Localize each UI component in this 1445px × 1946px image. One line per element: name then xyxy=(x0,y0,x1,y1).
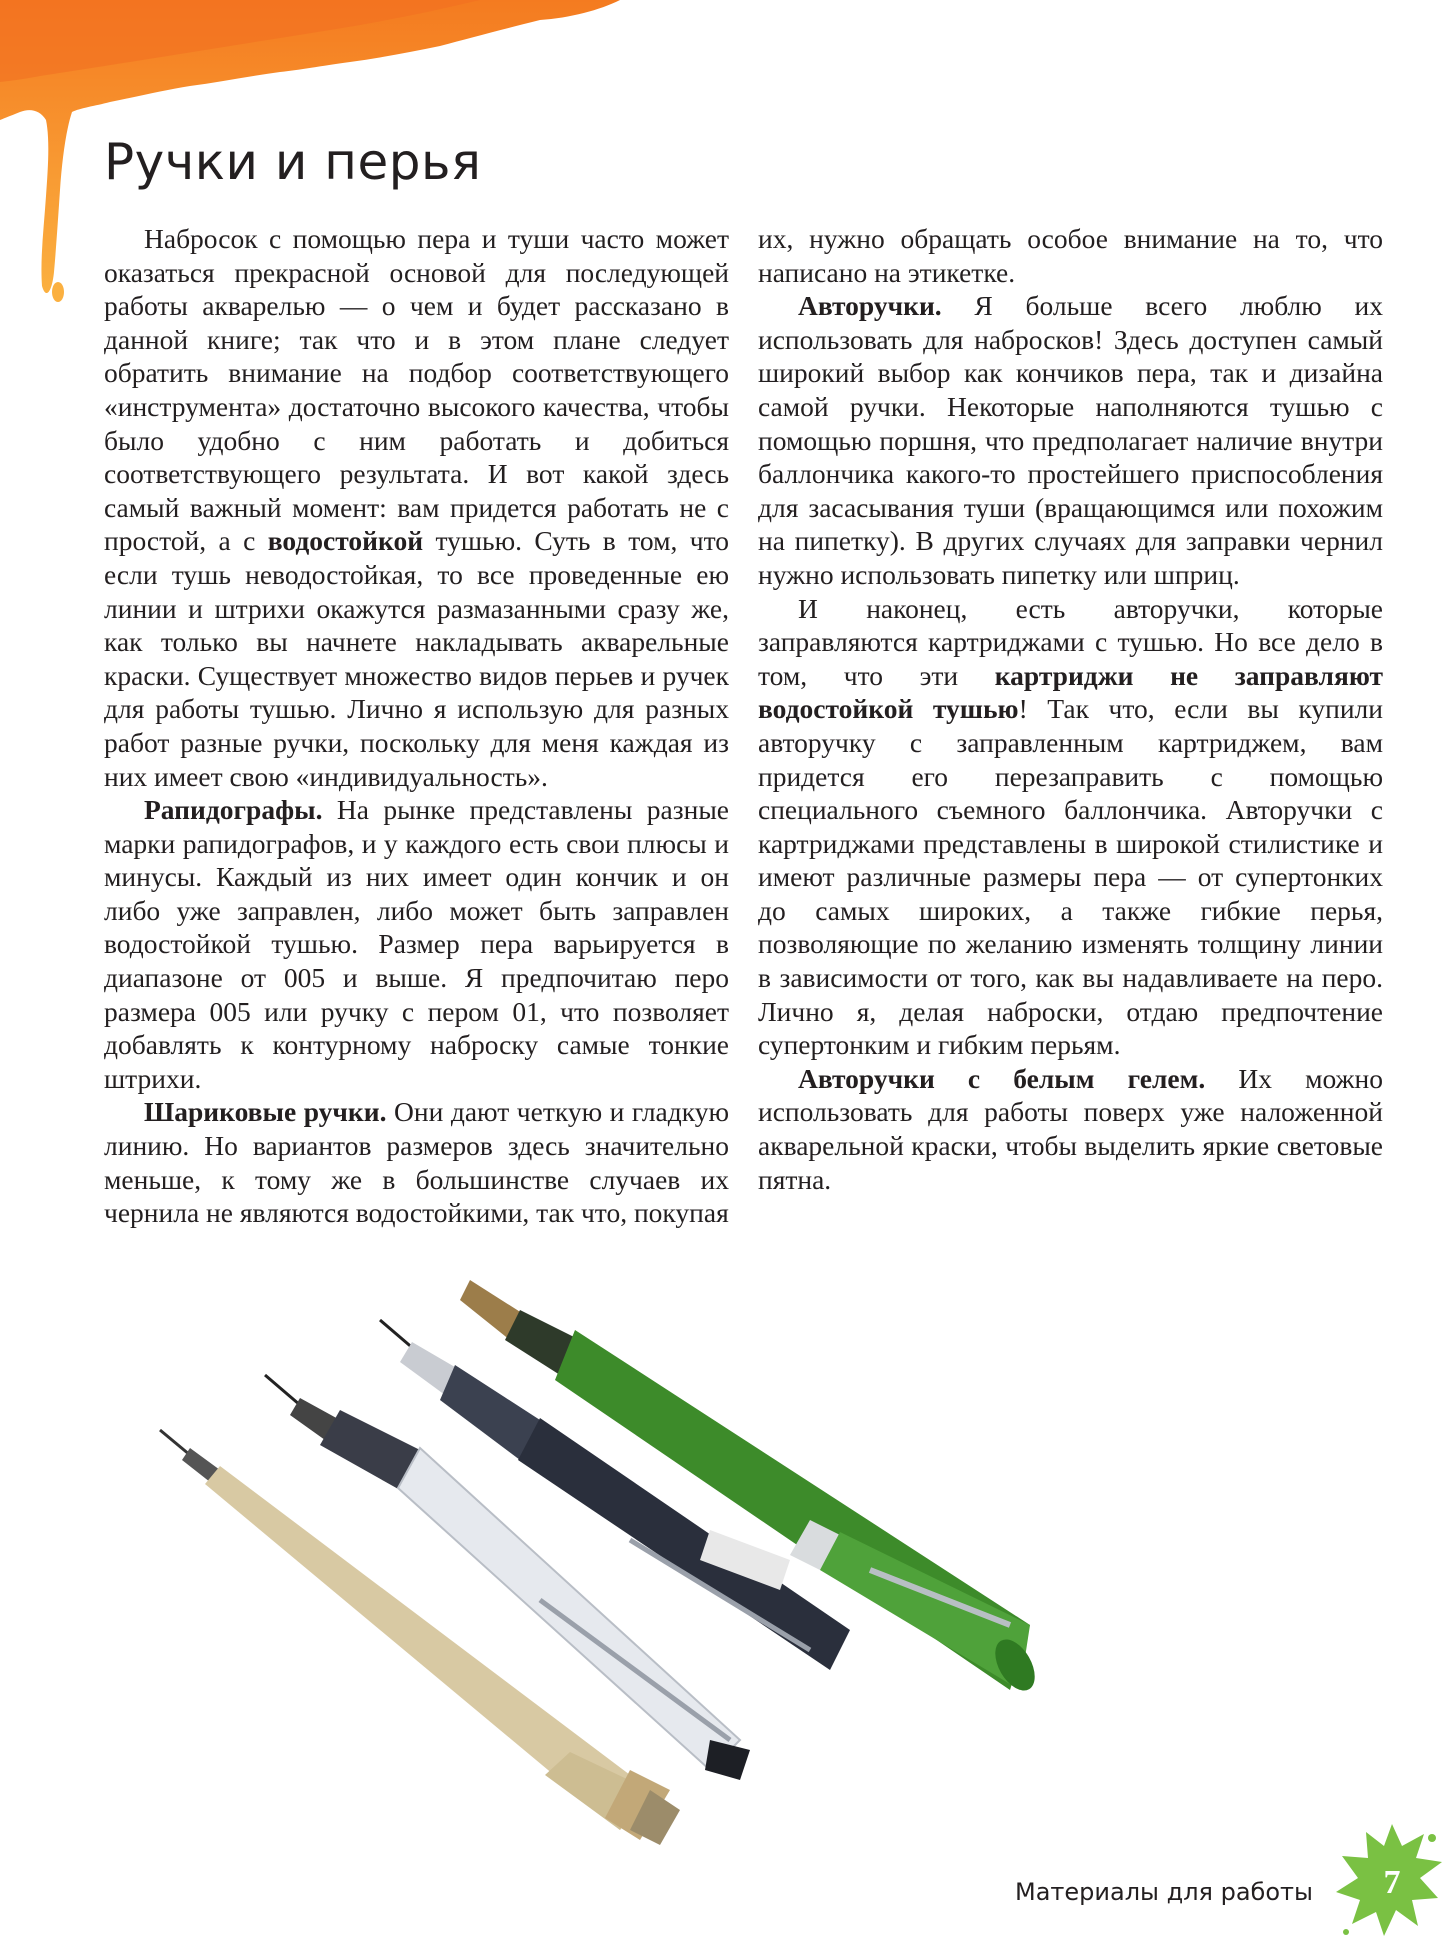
paragraph-intro: Набросок с помощью пера и туши часто может оказаться прекрасной основой для последующей работы акварелью — о чем и будет рассказано в данной книге; так что и в этом плане следует обратить внимание на подбор соответствующего «инструмента» достаточно высокого качества, чтобы было удобно с ним работать и добиться соответствующего результата. И вот какой здесь самый важный момент: вам придется работать не с простой, а с водостойкой тушью. Суть в том, что если тушь неводостойкая, то все проведенные ею линии и штрихи окажутся размазанными сразу же, как только вы начнете накладывать акварельные краски. Существует множество видов перьев и ручек для работы тушью. Лично я использую для разных работ разные ручки, поскольку для меня каждая из них имеет свою «индивидуальность». xyxy=(104,223,729,792)
page-number: 7 xyxy=(1383,1864,1401,1901)
page-title: Ручки и перья xyxy=(104,133,482,191)
pens-photo xyxy=(150,1270,1300,1870)
fountain-pen xyxy=(460,1280,1043,1697)
right-text-column xyxy=(758,222,1383,1196)
paragraph-cartridges: И наконец, есть авторучки, которые заправляются картриджами с тушью. Но все дело в том, что эти картриджи не заправляют водостойкой тушью! Так что, если вы купили авторучку с заправленным картриджем, вам придется его перезаправить с помощью специального съемного баллончика. Авторучки с картриджами представлены в широкой стилистике и имеют различные размеры пера — от супертонких до самых широких, а также гибкие перья, позволяющие по желанию изменять толщину линии в зависимости от того, как вы надавливаете на перо. Лично я, делая наброски, отдаю предпочтение супертонким и гибким перьям. xyxy=(758,592,1384,1061)
paragraph-rapidographs: Рапидографы. На рынке представлены разные марки рапидографов, и у каждого есть свои плюсы и минусы. Каждый из них имеет один кончик и он либо уже заправлен, либо может быть заправлен водостойкой тушью. Размер пера варьируется в диапазоне от 005 и выше. Я предпочитаю перо размера 005 или ручку с пером 01, что позволяет добавлять к контурному наброску самые тонкие штрихи. xyxy=(104,794,729,1094)
paragraph-fountain-pens: Авторучки. Я больше всего люблю их использовать для набросков! Здесь доступен самый широкий выбор как кончиков пера, так и дизайна самой ручки. Некоторые наполняются тушью с помощью поршня, что предполагает наличие внутри баллончика какого-то простейшего приспособления для засасывания туши (вращающимся или похожим на пипетку). В других случаях для заправки чернил нужно использовать пипетку или шприц. xyxy=(758,290,1383,590)
left-text-column xyxy=(104,222,729,1230)
paragraph-ballpoint-pens: Шариковые ручки. Они дают четкую и гладкую линию. Но вариантов размеров здесь значительно меньше, к тому же в большинстве случаев их чернила не являются водостойкими, так что, покупая xyxy=(104,1096,729,1229)
paragraph-white-gel-pens: Авторучки с белым гелем. Их можно использовать для работы поверх уже наложенной акварельной краски, чтобы выделить яркие световые пятна. xyxy=(758,1062,1384,1195)
section-label: Материалы для работы xyxy=(1015,1878,1313,1906)
paragraph-continuation: их, нужно обращать особое внимание на то, что написано на этикетке. xyxy=(758,223,1383,288)
